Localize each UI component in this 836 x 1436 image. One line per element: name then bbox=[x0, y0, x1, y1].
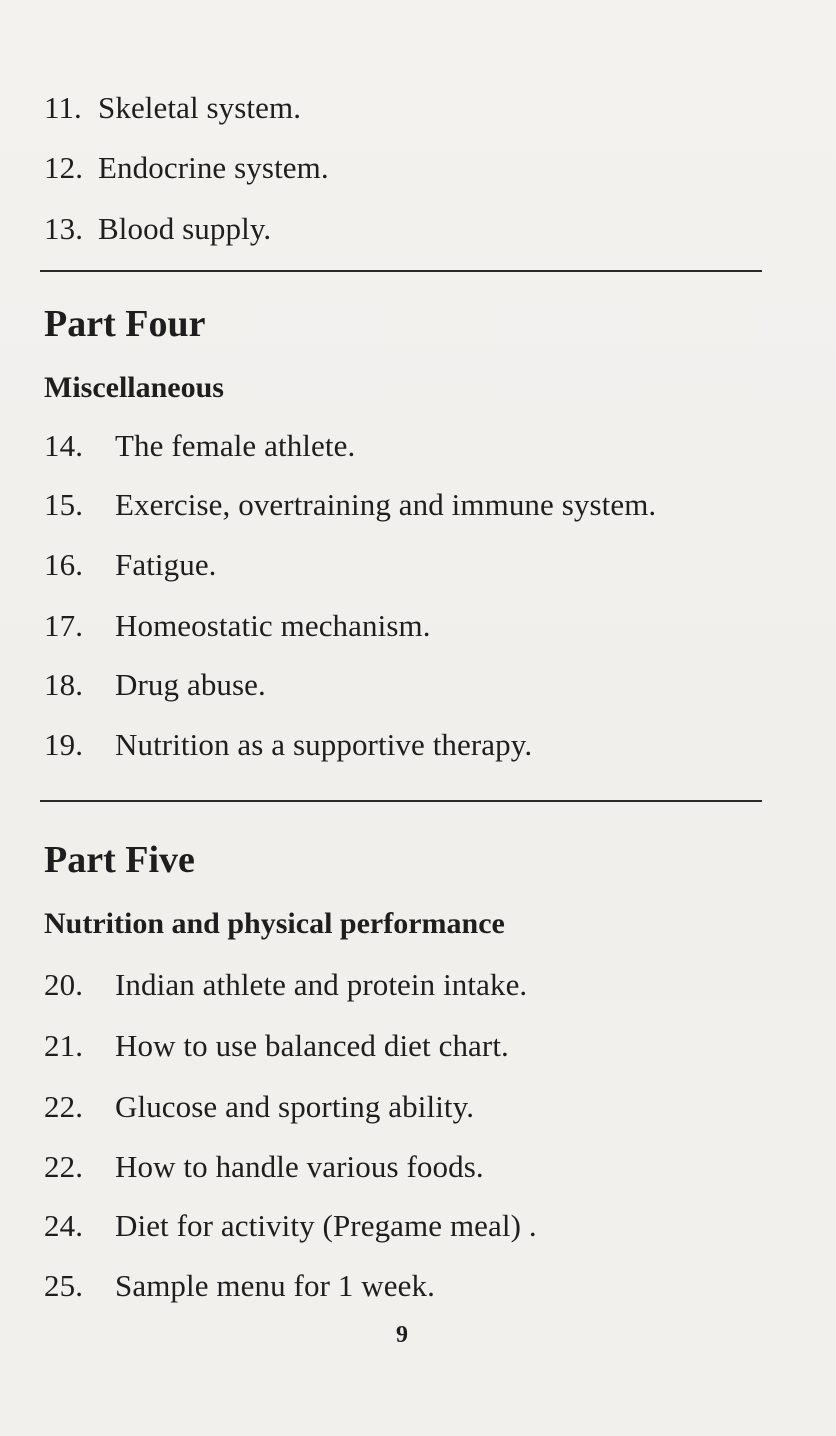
toc-item-text: The female athlete. bbox=[115, 428, 356, 463]
toc-item-text: Skeletal system. bbox=[98, 90, 302, 125]
toc-item-number: 19. bbox=[44, 727, 84, 762]
toc-item-text: Homeostatic mechanism. bbox=[115, 608, 431, 643]
toc-item-12 bbox=[44, 150, 329, 186]
toc-item-20 bbox=[44, 967, 528, 1003]
toc-item-16 bbox=[44, 547, 217, 583]
toc-item-text: Blood supply. bbox=[98, 211, 272, 246]
toc-item-text: Glucose and sporting ability. bbox=[115, 1089, 475, 1124]
toc-item-number: 21. bbox=[44, 1028, 84, 1063]
toc-item-number: 14. bbox=[44, 428, 84, 463]
toc-item-number: 16. bbox=[44, 547, 84, 582]
toc-item-number: 22. bbox=[44, 1089, 84, 1124]
toc-item-number: 17. bbox=[44, 608, 84, 643]
toc-item-number: 13. bbox=[44, 211, 84, 246]
toc-item-22a bbox=[44, 1089, 475, 1125]
toc-item-14 bbox=[44, 428, 356, 464]
toc-item-text: Diet for activity (Pregame meal) . bbox=[115, 1208, 537, 1243]
toc-item-21 bbox=[44, 1028, 509, 1064]
toc-item-text: Indian athlete and protein intake. bbox=[115, 967, 528, 1002]
toc-item-text: How to handle various foods. bbox=[115, 1149, 484, 1184]
toc-item-number: 12. bbox=[44, 150, 84, 185]
toc-item-number: 15. bbox=[44, 487, 84, 522]
toc-item-text: Endocrine system. bbox=[98, 150, 329, 185]
toc-item-18 bbox=[44, 667, 266, 703]
page-number: 9 bbox=[396, 1322, 408, 1348]
toc-item-text: Fatigue. bbox=[115, 547, 217, 582]
toc-item-text: How to use balanced diet chart. bbox=[115, 1028, 509, 1063]
part-five-subtitle: Nutrition and physical performance bbox=[44, 907, 505, 940]
toc-item-22b bbox=[44, 1149, 484, 1185]
toc-item-number: 20. bbox=[44, 967, 84, 1002]
toc-item-number: 24. bbox=[44, 1208, 84, 1243]
section-divider bbox=[40, 800, 762, 802]
toc-item-text: Exercise, overtraining and immune system. bbox=[115, 487, 657, 522]
toc-item-text: Drug abuse. bbox=[115, 667, 266, 702]
section-divider bbox=[40, 270, 762, 272]
toc-item-number: 18. bbox=[44, 667, 84, 702]
toc-item-15 bbox=[44, 487, 657, 523]
toc-item-19 bbox=[44, 727, 533, 763]
toc-item-11 bbox=[44, 90, 302, 126]
toc-item-25 bbox=[44, 1268, 435, 1304]
toc-item-text: Sample menu for 1 week. bbox=[115, 1268, 435, 1303]
toc-item-13 bbox=[44, 211, 272, 247]
part-four-subtitle: Miscellaneous bbox=[44, 371, 224, 404]
toc-item-number: 22. bbox=[44, 1149, 84, 1184]
part-four-title: Part Four bbox=[44, 303, 206, 345]
toc-item-number: 25. bbox=[44, 1268, 84, 1303]
toc-item-number: 11. bbox=[44, 90, 82, 125]
toc-item-17 bbox=[44, 608, 431, 644]
toc-item-24 bbox=[44, 1208, 537, 1244]
toc-item-text: Nutrition as a supportive therapy. bbox=[115, 727, 533, 762]
part-five-title: Part Five bbox=[44, 839, 195, 881]
